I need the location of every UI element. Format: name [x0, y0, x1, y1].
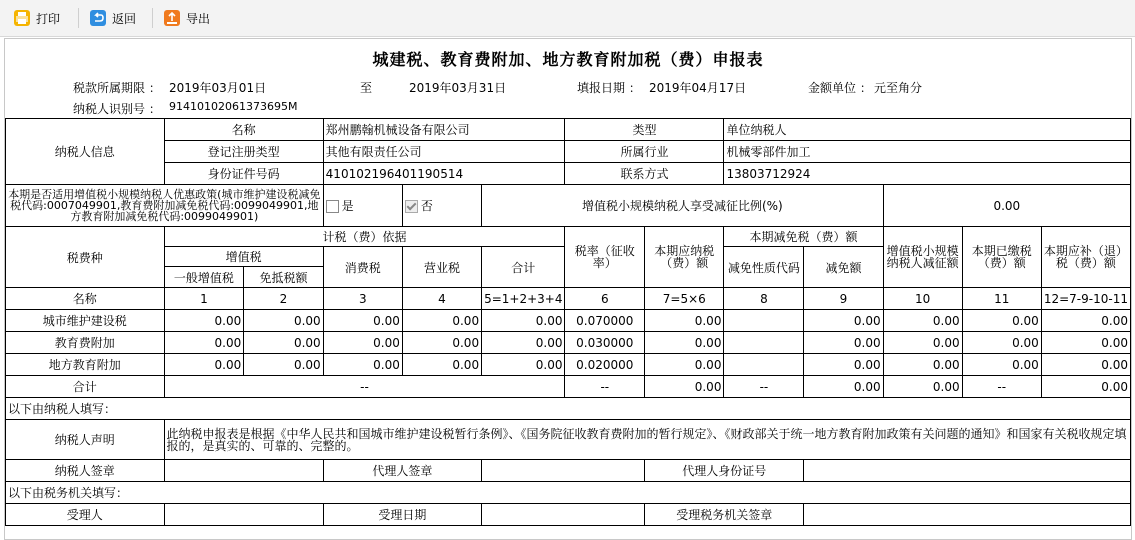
cell-small-relief: 0.00	[883, 354, 962, 376]
table-row	[6, 354, 1131, 376]
printer-icon	[14, 10, 30, 26]
totals-basis: --	[164, 376, 565, 398]
index-cell: 5=1+2+3+4	[482, 288, 565, 310]
totals-payable: 0.00	[645, 376, 724, 398]
contact: 13803712924	[724, 163, 1131, 185]
cell-consumption[interactable]: 0.00	[323, 332, 402, 354]
authority-sign-label: 受理税务机关签章	[645, 504, 804, 526]
totals-paid: --	[962, 376, 1041, 398]
cell-vat-exempt[interactable]: 0.00	[244, 332, 323, 354]
authority-fill-heading: 以下由税务机关填写：	[6, 482, 1131, 504]
cell-business[interactable]: 0.00	[402, 332, 481, 354]
index-cell: 3	[323, 288, 402, 310]
table-row	[6, 310, 1131, 332]
index-cell: 9	[804, 288, 883, 310]
taxpayer-id-label: 纳税人识别号 ：	[73, 102, 161, 116]
declaration-table	[5, 118, 1131, 526]
cell-business[interactable]: 0.00	[402, 310, 481, 332]
row-name: 城市维护建设税	[6, 310, 165, 332]
no-checkbox[interactable]	[405, 200, 418, 213]
industry-label: 所属行业	[565, 141, 724, 163]
name-label: 名称	[164, 119, 323, 141]
cell-relief-amount[interactable]: 0.00	[804, 332, 883, 354]
cell-relief-code[interactable]	[724, 310, 804, 332]
cell-vat-general[interactable]: 0.00	[164, 332, 244, 354]
totals-relief-amount: 0.00	[804, 376, 883, 398]
relief-amount-header: 减免额	[804, 247, 883, 288]
relief-header: 本期减免税（费）额	[724, 227, 883, 247]
cell-rate: 0.070000	[565, 310, 645, 332]
cell-basis-total: 0.00	[482, 332, 565, 354]
receive-date-label: 受理日期	[323, 504, 481, 526]
agent-id-label: 代理人身份证号	[645, 460, 804, 482]
cell-consumption[interactable]: 0.00	[323, 310, 402, 332]
type-label: 类型	[565, 119, 724, 141]
vat-general-header: 一般增值税	[164, 267, 244, 288]
cell-paid[interactable]: 0.00	[962, 354, 1041, 376]
cell-rate: 0.030000	[565, 332, 645, 354]
vat-exempt-header: 免抵税额	[244, 267, 323, 288]
taxpayer-type: 单位纳税人	[724, 119, 1131, 141]
industry: 机械零部件加工	[724, 141, 1131, 163]
toolbar-divider	[78, 8, 79, 28]
index-cell: 10	[883, 288, 962, 310]
tax-type-header: 税费种	[6, 227, 165, 288]
cell-relief-amount[interactable]: 0.00	[804, 354, 883, 376]
unit-value: 元至角分	[874, 81, 923, 95]
index-cell: 6	[565, 288, 645, 310]
toolbar-divider	[152, 8, 153, 28]
small-relief-header: 增值税小规模纳税人减征额	[883, 227, 962, 288]
payable-header: 本期应纳税（费）额	[645, 227, 724, 288]
cell-consumption[interactable]: 0.00	[323, 354, 402, 376]
cell-basis-total: 0.00	[482, 310, 565, 332]
yes-label: 是	[341, 199, 354, 213]
taxpayer-id: 91410102061373695M	[169, 100, 298, 113]
cell-business[interactable]: 0.00	[402, 354, 481, 376]
index-cell: 4	[402, 288, 481, 310]
id-number-label: 身份证件号码	[164, 163, 323, 185]
back-button[interactable]	[90, 8, 136, 28]
row-name: 地方教育附加	[6, 354, 165, 376]
index-cell: 2	[244, 288, 323, 310]
relief-code-header: 减免性质代码	[724, 247, 804, 288]
refund-header: 本期应补（退）税（费）额	[1041, 227, 1130, 288]
yes-checkbox[interactable]	[326, 200, 339, 213]
index-cell: 11	[962, 288, 1041, 310]
taxpayer-info-label: 纳税人信息	[6, 119, 165, 185]
policy-no-option[interactable]	[402, 185, 481, 227]
no-label: 否	[420, 199, 433, 213]
receiver-label: 受理人	[6, 504, 165, 526]
paid-header: 本期已缴税（费）额	[962, 227, 1041, 288]
agent-sign-field[interactable]	[482, 460, 645, 482]
agent-id-field[interactable]	[804, 460, 1131, 482]
period-start: 2019年03月01日	[169, 81, 267, 95]
cell-payable: 0.00	[645, 332, 724, 354]
cell-paid[interactable]: 0.00	[962, 310, 1041, 332]
taxpayer-sign-field[interactable]	[164, 460, 323, 482]
index-cell: 12=7-9-10-11	[1041, 288, 1130, 310]
totals-rate: --	[565, 376, 645, 398]
index-cell: 7=5×6	[645, 288, 724, 310]
cell-small-relief: 0.00	[883, 332, 962, 354]
fill-date: 2019年04月17日	[649, 81, 747, 95]
fill-date-label: 填报日期 ：	[577, 81, 641, 95]
taxpayer-name: 郑州鹏翰机械设备有限公司	[323, 119, 565, 141]
export-label: 导出	[186, 11, 211, 26]
index-cell: 8	[724, 288, 804, 310]
report-title: 城建税、教育费附加、地方教育附加税（费）申报表	[372, 50, 764, 69]
cell-payable: 0.00	[645, 354, 724, 376]
table-row	[6, 332, 1131, 354]
index-cell: 1	[164, 288, 244, 310]
reg-type: 其他有限责任公司	[323, 141, 565, 163]
totals-relief-code: --	[724, 376, 804, 398]
back-label: 返回	[112, 11, 137, 26]
cell-small-relief: 0.00	[883, 310, 962, 332]
policy-question: 本期是否适用增值税小规模纳税人优惠政策(城市维护建设税减免税代码:0007049901,教育费附加减免税代码:0099049901,地方教育附加减免税代码:0099049901)	[6, 185, 324, 227]
cell-payable: 0.00	[645, 310, 724, 332]
totals-label: 合计	[6, 376, 165, 398]
cell-refund: 0.00	[1041, 310, 1130, 332]
period-label: 税款所属期限 ：	[73, 81, 161, 95]
totals-small-relief: 0.00	[883, 376, 962, 398]
index-label: 名称	[6, 288, 165, 310]
period-to: 至	[360, 81, 373, 95]
basis-header: 计税（费）依据	[164, 227, 565, 247]
receiver-field[interactable]	[164, 504, 323, 526]
cell-vat-exempt[interactable]: 0.00	[244, 354, 323, 376]
agent-sign-label: 代理人签章	[323, 460, 481, 482]
business-header: 营业税	[402, 247, 481, 288]
authority-sign-field[interactable]	[804, 504, 1131, 526]
vat-header: 增值税	[164, 247, 323, 267]
taxpayer-fill-heading: 以下由纳税人填写：	[6, 398, 1131, 420]
cell-relief-amount[interactable]: 0.00	[804, 310, 883, 332]
rate-header: 税率（征收率）	[565, 227, 645, 288]
print-button[interactable]	[14, 8, 60, 28]
ratio-label: 增值税小规模纳税人享受减征比例(%)	[482, 185, 884, 227]
statement-text: 此纳税申报表是根据《中华人民共和国城市维护建设税暂行条例》、《国务院征收教育费附加的暂行规定》、《财政部关于统一地方教育附加政策有关问题的通知》和国家有关税收规定填报的，是真实的、可靠的、完整的。	[164, 420, 1130, 460]
cell-basis-total: 0.00	[482, 354, 565, 376]
unit-label: 金额单位 ：	[808, 81, 872, 95]
cell-relief-code[interactable]	[724, 332, 804, 354]
basis-total-header: 合计	[482, 247, 565, 288]
back-arrow-icon	[90, 10, 106, 26]
export-button[interactable]	[164, 8, 210, 28]
export-icon	[164, 10, 180, 26]
policy-yes-option[interactable]	[323, 185, 402, 227]
cell-paid[interactable]: 0.00	[962, 332, 1041, 354]
period-end: 2019年03月31日	[409, 81, 507, 95]
consumption-header: 消费税	[323, 247, 402, 288]
cell-relief-code[interactable]	[724, 354, 804, 376]
receive-date-field[interactable]	[482, 504, 645, 526]
report-sheet	[4, 38, 1132, 540]
cell-rate: 0.020000	[565, 354, 645, 376]
cell-vat-general[interactable]: 0.00	[164, 354, 244, 376]
totals-row	[6, 376, 1131, 398]
reg-type-label: 登记注册类型	[164, 141, 323, 163]
cell-vat-general[interactable]: 0.00	[164, 310, 244, 332]
toolbar	[0, 0, 1135, 37]
row-name: 教育费附加	[6, 332, 165, 354]
totals-refund: 0.00	[1041, 376, 1130, 398]
taxpayer-sign-label: 纳税人签章	[6, 460, 165, 482]
id-number: 410102196401190514	[323, 163, 565, 185]
statement-label: 纳税人声明	[6, 420, 165, 460]
print-label: 打印	[36, 11, 61, 26]
cell-refund: 0.00	[1041, 332, 1130, 354]
contact-label: 联系方式	[565, 163, 724, 185]
cell-refund: 0.00	[1041, 354, 1130, 376]
ratio-value: 0.00	[883, 185, 1130, 227]
cell-vat-exempt[interactable]: 0.00	[244, 310, 323, 332]
